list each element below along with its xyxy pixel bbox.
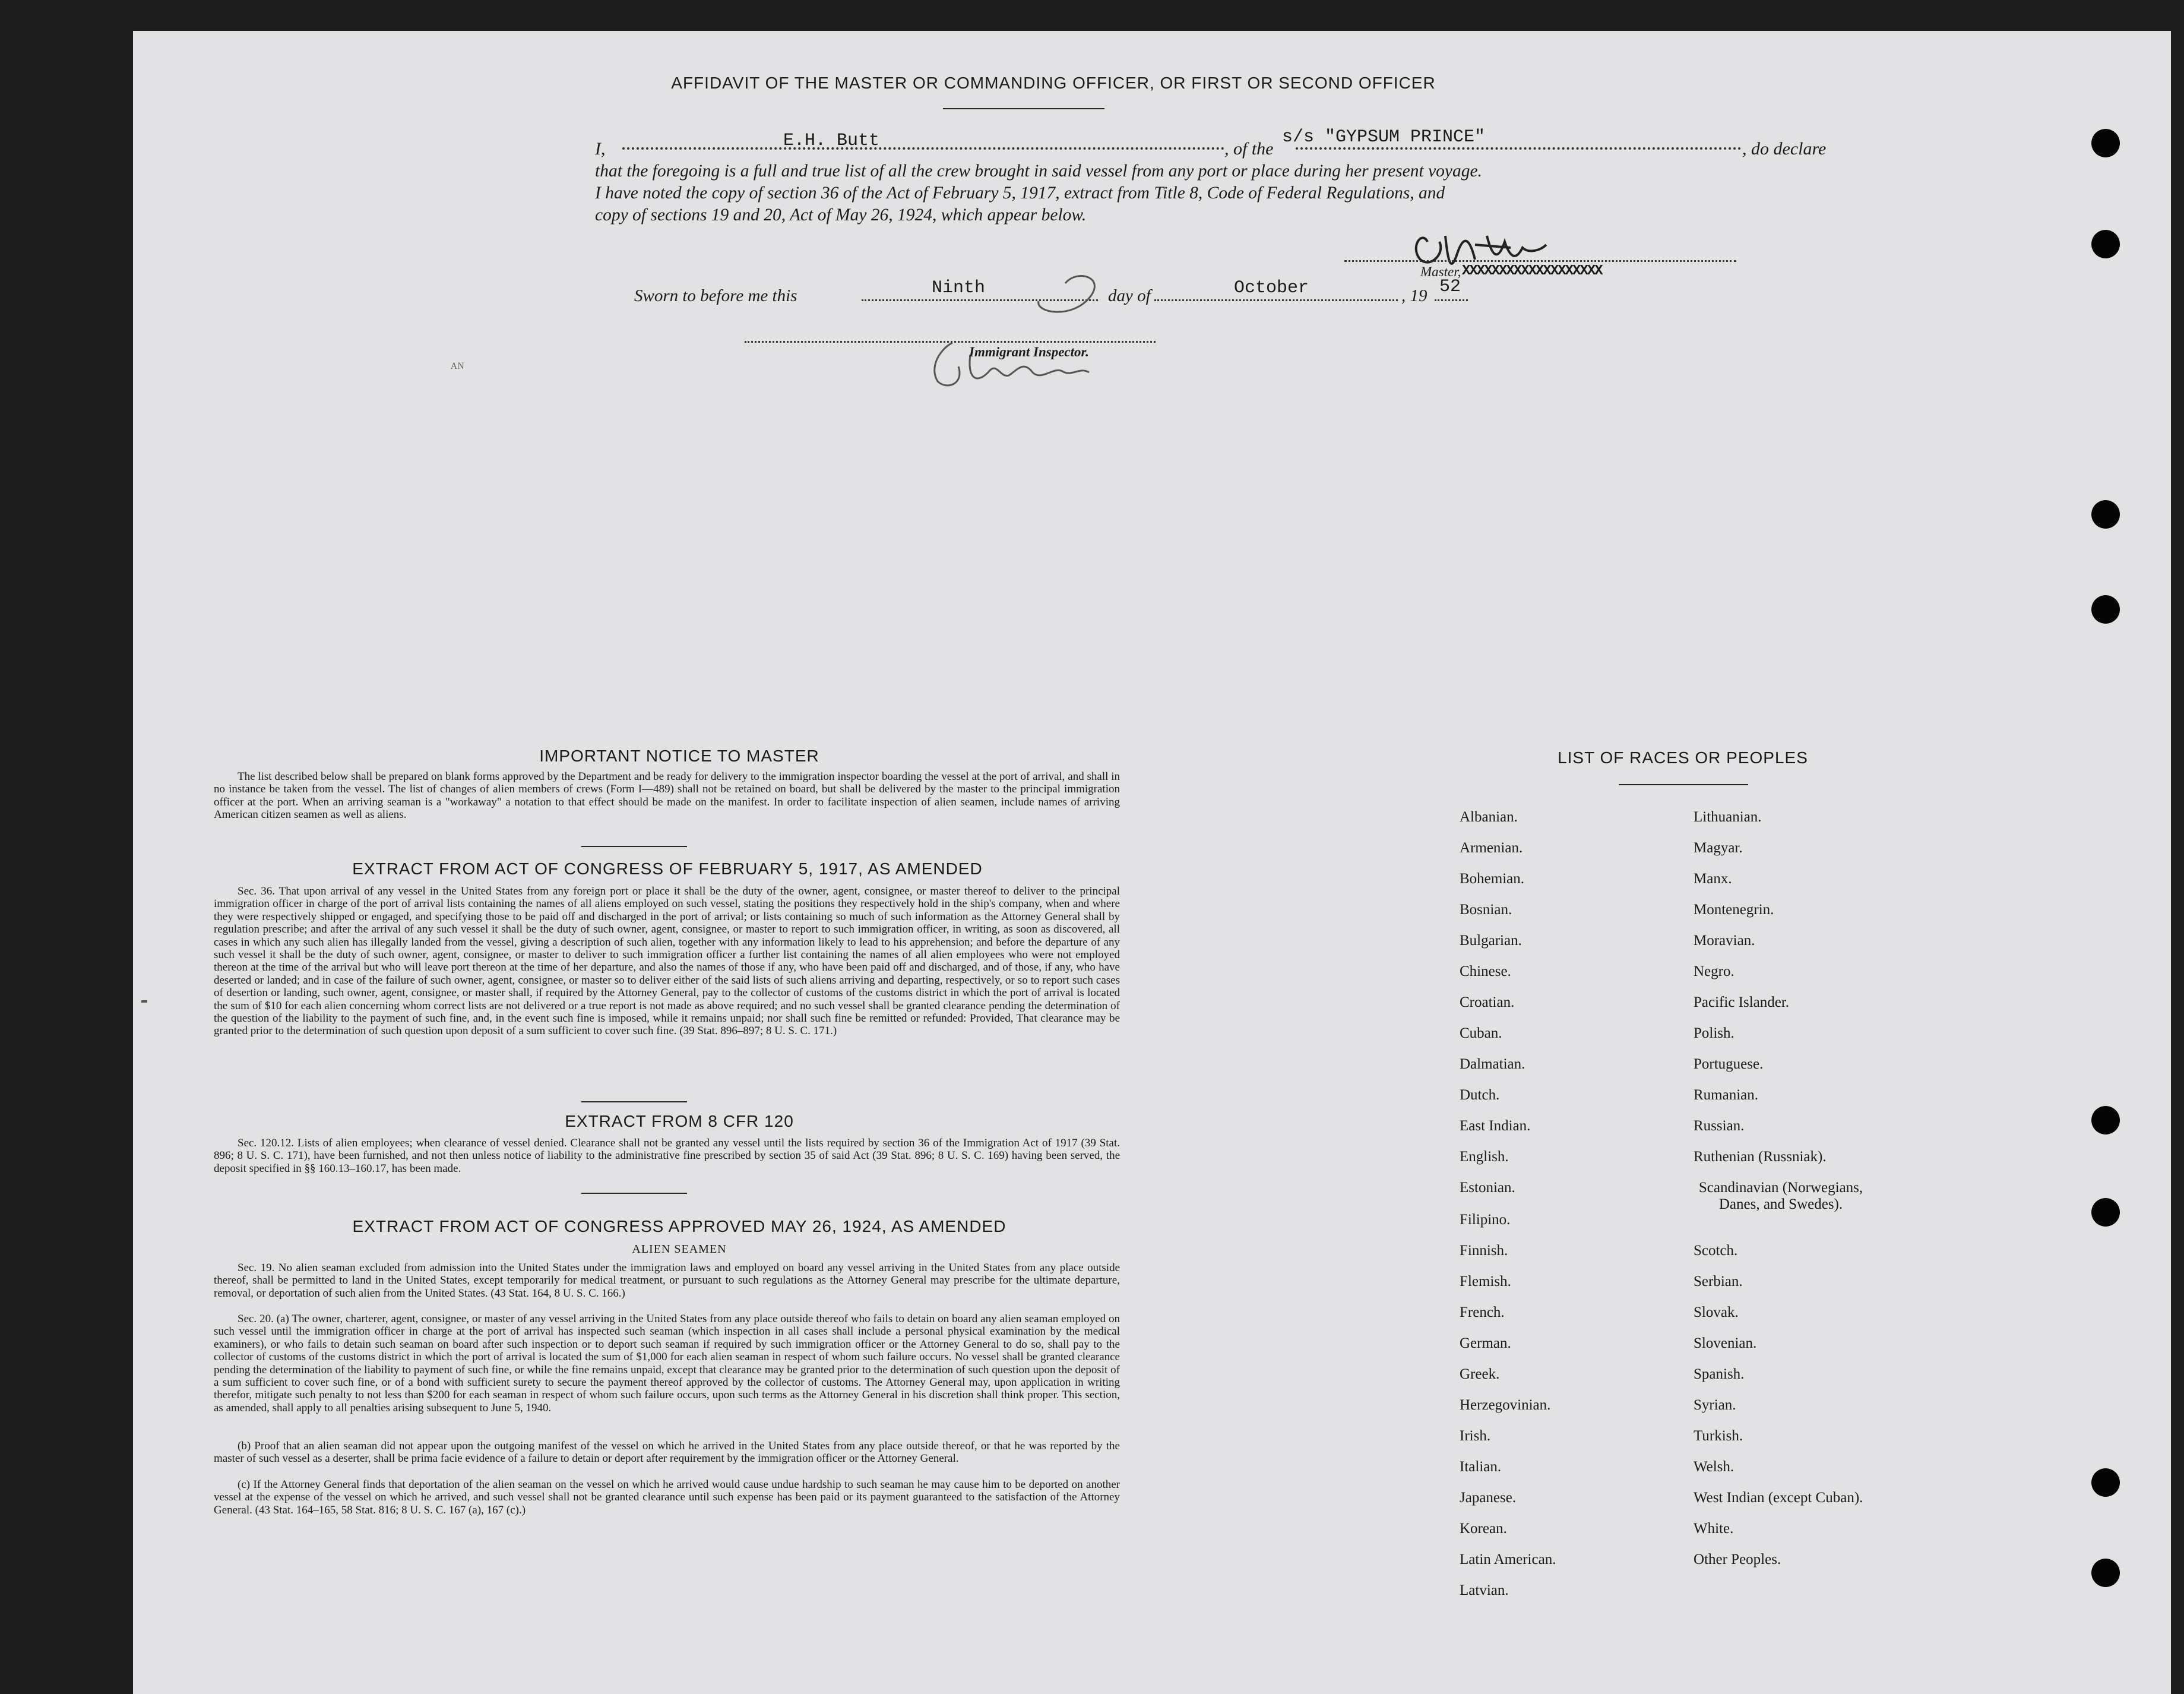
stray-mark: ᴬᴺ <box>451 359 464 377</box>
race-item: Estonian. <box>1460 1180 1515 1196</box>
races-rule <box>1619 784 1748 785</box>
race-item: Irish. <box>1460 1428 1491 1444</box>
year-line <box>1435 299 1468 301</box>
race-item: Moravian. <box>1694 933 1755 949</box>
race-item: Slovak. <box>1694 1304 1739 1320</box>
race-item: Welsh. <box>1694 1459 1734 1475</box>
race-item: Lithuanian. <box>1694 809 1762 825</box>
race-item: Cuban. <box>1460 1025 1502 1041</box>
extract-1924-sec19: Sec. 19. No alien seaman excluded from admission into the United States under the immigration laws and employed on board any vessel arriving in the United States from any place outside thereof, shall be permitted to land in the United States, except temporarily for medical treatment, or pursuant to such regulations as the Attorney General may prescribe for the ultimate departure, removal, or deportation of such alien from the United States. (43 Stat. 164, 8 U. S. C. 166.) <box>214 1262 1120 1300</box>
stray-mark <box>141 1000 147 1003</box>
extract-1924-title: EXTRACT FROM ACT OF CONGRESS APPROVED MAY 26, 1924, AS AMENDED <box>352 1217 1006 1235</box>
race-item: Flemish. <box>1460 1273 1511 1290</box>
race-item: Magyar. <box>1694 840 1743 856</box>
race-item: Armenian. <box>1460 840 1523 856</box>
race-item: Dalmatian. <box>1460 1056 1525 1072</box>
race-item: Albanian. <box>1460 809 1518 825</box>
affidavit-line-2: that the foregoing is a full and true list of all the crew brought in said vessel from any port or place during her present voyage. <box>595 162 1482 181</box>
affidavit-line-3: I have noted the copy of section 36 of the Act of February 5, 1917, extract from Title 8, Code of Federal Regulations, and <box>595 184 1445 203</box>
race-item: East Indian. <box>1460 1118 1531 1134</box>
races-title: LIST OF RACES OR PEOPLES <box>1558 748 1808 767</box>
day-of-label: day of <box>1108 286 1151 305</box>
race-item: Syrian. <box>1694 1397 1736 1413</box>
title-rule <box>943 108 1104 109</box>
punch-hole <box>2091 1198 2120 1227</box>
punch-hole <box>2091 230 2120 258</box>
race-item: Portuguese. <box>1694 1056 1764 1072</box>
vessel-name: s/s "GYPSUM PRINCE" <box>1282 127 1486 147</box>
race-item: Chinese. <box>1460 963 1511 979</box>
punch-hole <box>2091 595 2120 624</box>
master-signature-line <box>1344 260 1736 262</box>
race-item: Other Peoples. <box>1694 1551 1781 1567</box>
notice-rule <box>581 846 687 847</box>
race-item: English. <box>1460 1149 1509 1165</box>
notice-body: The list described below shall be prepared on blank forms approved by the Department and be ready for delivery to the immigration inspector boarding the vessel at the port of arrival, and shall in no instance be taken from the vessel. The list of changes of alien members of crews (Form I—489) shall not be retained on board, but shall be delivered by the master to the principal immigration officer at the port. When an arriving seaman is a "workaway" a notation to that effect should be made on the manifest. In order to facilitate inspection of alien seamen, include names of arriving American citizen seamen as well as aliens. <box>214 770 1120 821</box>
race-item: Latin American. <box>1460 1551 1556 1567</box>
master-label: Master, <box>1420 264 1461 279</box>
race-item: Herzegovinian. <box>1460 1397 1551 1413</box>
declarant-prefix: I, <box>595 139 606 159</box>
race-item: Italian. <box>1460 1459 1502 1475</box>
race-item: West Indian (except Cuban). <box>1694 1490 1863 1506</box>
punch-hole <box>2091 1468 2120 1497</box>
punch-hole <box>2091 1106 2120 1134</box>
declare-label: , do declare <box>1742 139 1827 159</box>
extract-1924-sec20a: Sec. 20. (a) The owner, charterer, agent, consignee, or master of any vessel arriving in the United States from any place outside thereof who fails to detain on board any alien seaman employed on such vessel until the immigration officer in charge at the port of arrival has inspected such seaman (which inspection in all cases shall include a personal physical examination by the medical examiners), or who fails to detain such seaman on board after such inspection or to deport such seaman if required by such immigration officer or the Attorney General to do so, shall pay to the collector of customs of the customs district in which the port of arrival is located the sum of $1,000 for each alien seaman in respect of whom such failure occurs. No vessel shall be granted clearance pending the determination of the liability to payment of such fine, or while the fine remains unpaid, except that clearance may be granted prior to the determination of such question upon the deposit of a sum sufficient to cover such fine, or of a bond with sufficient surety to secure the payment thereof approved by the collector of customs. The Attorney General may, upon application in writing therefor, mitigate such penalty to not less than $200 for each seaman in respect of whom such failure occurs, upon such terms as the Attorney General in his discretion shall think proper. This section, as amended, shall apply to all penalties arising subsequent to June 5, 1940. <box>214 1313 1120 1414</box>
extract-1924-subtitle: ALIEN SEAMEN <box>632 1243 727 1256</box>
master-name: E.H. Butt <box>783 131 880 151</box>
extract-1924-sec20c: (c) If the Attorney General finds that deportation of the alien seaman on the vessel on which he arrived would cause undue hardship to such seaman he may cause him to be deported on another vessel at the expense of the vessel on which he arrived, and such vessel shall not be granted clearance until such expense has been paid or its payment guaranteed to the satisfaction of the Attorney General. (43 Stat. 164–165, 58 Stat. 816; 8 U. S. C. 167 (a), 167 (c).) <box>214 1478 1120 1516</box>
race-item: Korean. <box>1460 1521 1507 1537</box>
affidavit-line-4: copy of sections 19 and 20, Act of May 26, 1924, which appear below. <box>595 206 1087 225</box>
sworn-month: October <box>1234 278 1309 298</box>
affidavit-title: AFFIDAVIT OF THE MASTER OR COMMANDING OFFICER, OR FIRST OR SECOND OFFICER <box>671 74 1436 92</box>
extract-1924-sec20b: (b) Proof that an alien seaman did not appear upon the outgoing manifest of the vessel on which he arrived in the United States from any place outside thereof, or that he was reported by the master of such vessel as a deserter, shall be prima facie evidence of a failure to detain or deport after requirement by the immigration officer or the Attorney General. <box>214 1440 1120 1465</box>
race-item: Montenegrin. <box>1694 902 1774 918</box>
race-item: Serbian. <box>1694 1273 1743 1290</box>
race-item: Polish. <box>1694 1025 1734 1041</box>
extract-1917-rule <box>581 1101 687 1102</box>
master-name-line <box>622 147 1224 150</box>
race-item: Russian. <box>1694 1118 1745 1134</box>
punch-hole <box>2091 1559 2120 1587</box>
extract-1917-body: Sec. 36. That upon arrival of any vessel in the United States from any foreign port or place it shall be the duty of the owner, agent, consignee, or master thereof to deliver to the principal immigration officer in charge of the port of arrival lists containing the names of all aliens employed on such vessel, stating the positions they respectively hold in the ship's company, when and where they were respectively shipped or engaged, and specifying those to be paid off and discharged in the port of arrival; or lists containing so much of such information as the Attorney General shall by regulation prescribe; and after the arrival of any such vessel it shall be the duty of such owner, agent, consignee, or master to report to such immigration officer, in writing, as soon as discovered, all cases in which any such alien has illegally landed from the vessel, giving a description of such alien, together with any information likely to lead to his apprehension; and before the departure of any such vessel it shall be the duty of such owner, agent, consignee, or master to deliver to such immigration officer a further list containing the names of all alien employees who were not employed thereon at the time of the arrival but who will leave port thereon at the time of her departure, and also the names of those if any, who have been paid off and discharged, and of those, if any, who have deserted or landed; and in case of the failure of such owner, agent, consignee, or master so to deliver either of the said lists of such aliens arriving and departing, respectively, or so to report such cases of desertion or landing, such owner, agent, consignee, or master shall, if required by the Attorney General, pay to the collector of customs of the customs district in which the port of arrival is located the sum of $10 for each alien concerning whom correct lists are not delivered or a true report is not made as above required; and no such vessel shall be granted clearance pending the determination of the question of the liability to the payment of such fine, and, in the event such fine is imposed, while it remains unpaid; nor shall such fine be remitted or refunded: Provided, That clearance may be granted prior to the determination of such question upon deposit of a sum sufficient to cover such fine. (39 Stat. 896–897; 8 U. S. C. 171.) <box>214 885 1120 1038</box>
sworn-month-line <box>1154 299 1398 301</box>
inspector-signature-line <box>745 341 1156 343</box>
extract-1917-title: EXTRACT FROM ACT OF CONGRESS OF FEBRUARY 5, 1917, AS AMENDED <box>352 859 983 878</box>
year-prefix: , 19 <box>1401 286 1427 305</box>
race-item: Negro. <box>1694 963 1734 979</box>
manifest-page <box>133 31 2171 1694</box>
race-item: Bosnian. <box>1460 902 1512 918</box>
race-item: Slovenian. <box>1694 1335 1757 1351</box>
race-item: Rumanian. <box>1694 1087 1759 1103</box>
race-item: Greek. <box>1460 1366 1500 1382</box>
sworn-day: Ninth <box>932 278 986 298</box>
race-item: Filipino. <box>1460 1212 1511 1228</box>
punch-hole <box>2091 500 2120 529</box>
race-item: White. <box>1694 1521 1734 1537</box>
race-item: Spanish. <box>1694 1366 1745 1382</box>
race-item: Dutch. <box>1460 1087 1500 1103</box>
race-item: Croatian. <box>1460 994 1515 1010</box>
struck-officer-titles: XXXXXXXXXXXXXXXXXXX <box>1462 263 1602 279</box>
inspector-label: Immigrant Inspector. <box>969 345 1089 359</box>
race-item: Japanese. <box>1460 1490 1517 1506</box>
extract-cfr-rule <box>581 1193 687 1194</box>
vessel-line <box>1296 147 1741 150</box>
year-suffix: 52 <box>1439 277 1461 297</box>
race-item: Turkish. <box>1694 1428 1743 1444</box>
punch-hole <box>2091 129 2120 157</box>
extract-cfr-title: EXTRACT FROM 8 CFR 120 <box>565 1112 794 1130</box>
inspector-signature <box>917 266 1142 402</box>
extract-cfr-body: Sec. 120.12. Lists of alien employees; when clearance of vessel denied. Clearance shall not be granted any vessel until the lists required by section 36 of the Immigration Act of 1917 (39 Stat. 896; 8 U. S. C. 171), have been furnished, and not then unless notice of liability to the administrative fine prescribed by section 35 of said Act (39 Stat. 896; 8 U. S. C. 169) having been served, the deposit specified in §§ 160.13–160.17, has been made. <box>214 1137 1120 1175</box>
race-item: Manx. <box>1694 871 1732 887</box>
race-item: Pacific Islander. <box>1694 994 1790 1010</box>
race-item: Bohemian. <box>1460 871 1525 887</box>
race-item: French. <box>1460 1304 1505 1320</box>
race-item: Scandinavian (Norwegians, Danes, and Swedes). <box>1698 1180 1863 1212</box>
race-item: Latvian. <box>1460 1582 1509 1598</box>
race-item: Finnish. <box>1460 1243 1508 1259</box>
sworn-label: Sworn to before me this <box>634 286 797 305</box>
notice-title: IMPORTANT NOTICE TO MASTER <box>539 747 819 765</box>
race-item: Ruthenian (Russniak). <box>1694 1149 1827 1165</box>
of-the-label: , of the <box>1224 139 1274 159</box>
race-item: Scotch. <box>1694 1243 1738 1259</box>
race-item: Bulgarian. <box>1460 933 1522 949</box>
race-item: German. <box>1460 1335 1511 1351</box>
